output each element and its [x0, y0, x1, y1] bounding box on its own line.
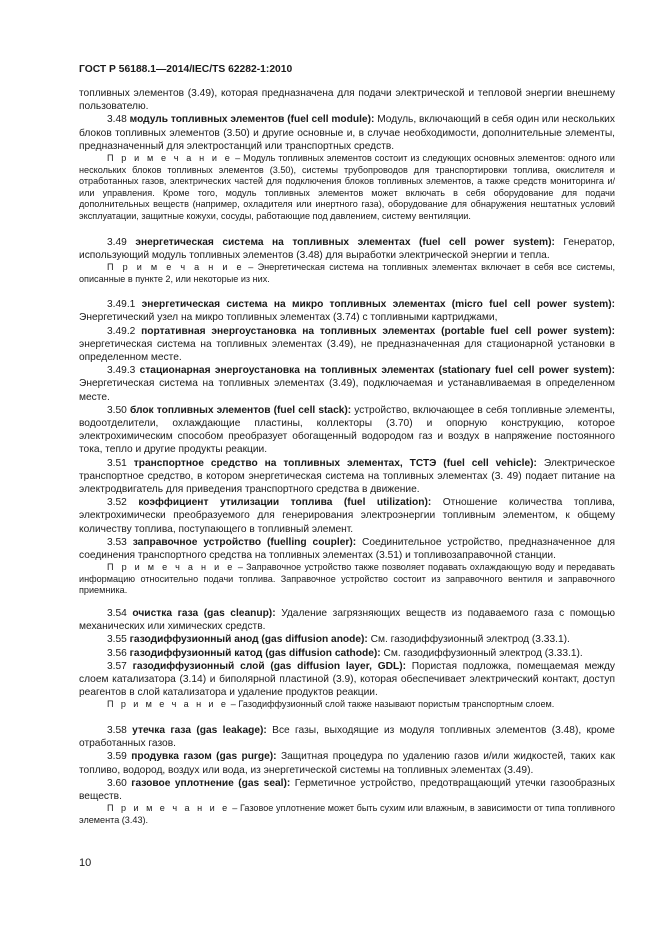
term-3-60: 3.60 газовое уплотнение (gas seal): Герметичное устройство, предотвращающий утечки газообразных веществ. — [79, 777, 615, 803]
note-3-57: П р и м е ч а н и е – Газодиффузионный слой также называют пористым транспортным слоем. — [107, 699, 555, 710]
term-title: продувка газом (gas purge): — [131, 751, 277, 763]
note-3-48: П р и м е ч а н и е – Модуль топливных элементов состоит из следующих основных элементов: одного или нескольких блоков топливных элементов (3.50), системы трубопроводов для транспортировки топлива, окислителя и отработанных газов, электрических частей для подключения блоков топливных элементов, а также средств мониторинга и/или управления. Кроме того, модуль топливных элементов может включать в себя оборудование для подачи дополнительных веществ (например, охладителя или инертного газа), оборудование для обнаружения нештатных условий эксплуатации, защитные кожухи, сосуды, работающие под давлением, систему вентиляции. — [79, 153, 616, 221]
document-body — [79, 87, 615, 826]
page-number: 10 — [79, 857, 92, 869]
term-3-56: 3.56 газодиффузионный катод (gas diffusion cathode): См. газодиффузионный электрод (3.33.1). — [107, 647, 583, 659]
term-3-54: 3.54 очистка газа (gas cleanup): Удаление загрязняющих веществ из подаваемого газа с помощью механических или химических средств. — [79, 608, 616, 633]
term-3-59: 3.59 продувка газом (gas purge): Защитная процедура по удалению газов и/или жидкостей, таких как топливо, водород, воздух или вода, из энергетической системы на топливных элементах (3.49). — [79, 751, 615, 776]
paragraph-continuation: топливных элементов (3.49), которая предназначена для подачи электрической и тепловой энергии внешнему пользователю. — [79, 88, 615, 113]
term-title: газодиффузионный анод (gas diffusion anode): — [129, 634, 368, 646]
note-3-60: П р и м е ч а н и е – Газовое уплотнение может быть сухим или влажным, в зависимости от типа топливного элемента (3.43). — [79, 803, 615, 825]
term-3-49: 3.49 энергетическая система на топливных элементах (fuel cell power system): Генератор, использующий модуль топливных элементов (3.48) для выработки электрической энергии и тепла. — [79, 236, 615, 261]
term-3-50: 3.50 блок топливных элементов (fuel cell stack): устройство, включающее в себя топливные элементы, водоотделители, охлаждающие пластины, коллекторы (3.70) и опорную конструкцию, которое электрохимическим способом преобразует обогащенный водородом газ и воздух в напряжение постоянного тока, тепло и другие продукты реакции. — [79, 404, 615, 456]
document-header: ГОСТ Р 56188.1—2014/IEC/TS 62282-1:2010 — [79, 64, 293, 75]
term-title: газодиффузионный катод (gas diffusion cathode): — [129, 647, 381, 659]
term-title: газовое уплотнение (gas seal): — [131, 777, 291, 789]
term-3-58: 3.58 утечка газа (gas leakage): Все газы, выходящие из модуля топливных элементов (3.48), кроме отработанных газов. — [79, 725, 615, 750]
term-3-53: 3.53 заправочное устройство (fuelling coupler): Соединительное устройство, предназначенное для соединения транспортного средства на топливных элементах (3.51) и топливозаправочной станции. — [79, 536, 615, 562]
term-title: модуль топливных элементов (fuel cell module): — [129, 114, 375, 126]
term-title: портативная энергоустановка на топливных элементах (portable fuel cell power system): — [141, 325, 615, 337]
term-title: транспортное средство на топливных элементах, ТСТЭ (fuel cell vehicle): — [133, 457, 537, 469]
term-3-49-1: 3.49.1 энергетическая система на микро топливных элементах (micro fuel cell power system): Энергетический узел на микро топливных элементах (3.74) с топливными картриджами, — [79, 299, 615, 324]
term-3-48: 3.48 модуль топливных элементов (fuel cell module): Модуль, включающий в себя один или нескольких блоков топливных элементов (3.50) и другие основные и, в случае необходимости, дополнительные элементы, предназначенный для электростанций или транспортных средств. — [79, 114, 615, 152]
term-3-49-3: 3.49.3 стационарная энергоустановка на топливных элементах (stationary fuel cell power system): Энергетическая система на топливных элементах (3.49), подключаемая и устанавливаемая в определенном месте. — [79, 365, 615, 403]
term-title: коэффициент утилизации топлива (fuel utilization): — [138, 497, 432, 509]
term-title: блок топливных элементов (fuel cell stack): — [129, 404, 352, 416]
note-3-49: П р и м е ч а н и е – Энергетическая система на топливных элементах включает в себя все системы, описанные в пункте 2, или некоторые из них. — [79, 261, 615, 284]
term-title: стационарная энергоустановка на топливных элементах (stationary fuel cell power system): — [139, 365, 615, 377]
term-3-55: 3.55 газодиффузионный анод (gas diffusion anode): См. газодиффузионный электрод (3.33.1). — [107, 634, 570, 646]
term-3-52: 3.52 коэффициент утилизации топлива (fuel utilization): Отношение количества топлива, электрохимически преобразуемого для генерирования электроэнергии топливным элементом, к общему количеству топлива, поступающего в топливный элемент. — [79, 497, 615, 535]
term-title: заправочное устройство (fuelling coupler): — [132, 536, 357, 548]
term-title: утечка газа (gas leakage): — [132, 725, 267, 737]
term-title: энергетическая система на микро топливных элементах (micro fuel cell power system): — [141, 299, 615, 311]
note-3-53: П р и м е ч а н и е – Заправочное устройство также позволяет подавать охлаждающую воду и передавать информацию относительно подачи топлива. Заправочное устройство состоит из заправочного вентиля и заправочного приемника. — [79, 562, 615, 596]
term-3-51: 3.51 транспортное средство на топливных элементах, ТСТЭ (fuel cell vehicle): Электрическое транспортное средство, в котором энергетическая система на топливных элементах (3. 49) подает питание на электродвигатель для приведения транспортного средства в движение. — [79, 457, 615, 496]
term-title: очистка газа (gas cleanup): — [132, 608, 276, 620]
term-3-57: 3.57 газодиффузионный слой (gas diffusion layer, GDL): Пористая подложка, помещаемая между слоем катализатора (3.14) и биполярной пластиной (3.9), которая обеспечивает электрический контакт, доступ реагентов в слой катализатора и удаление продуктов реакции. — [79, 660, 615, 699]
term-title: газодиффузионный слой (gas diffusion layer, GDL): — [132, 660, 407, 672]
term-title: энергетическая система на топливных элементах (fuel cell power system): — [135, 236, 555, 248]
term-3-49-2: 3.49.2 портативная энергоустановка на топливных элементах (portable fuel cell power system): энергетическая система на топливных элементах (3.49), не предназначенная для стационарной установки в определенном месте. — [79, 325, 615, 363]
